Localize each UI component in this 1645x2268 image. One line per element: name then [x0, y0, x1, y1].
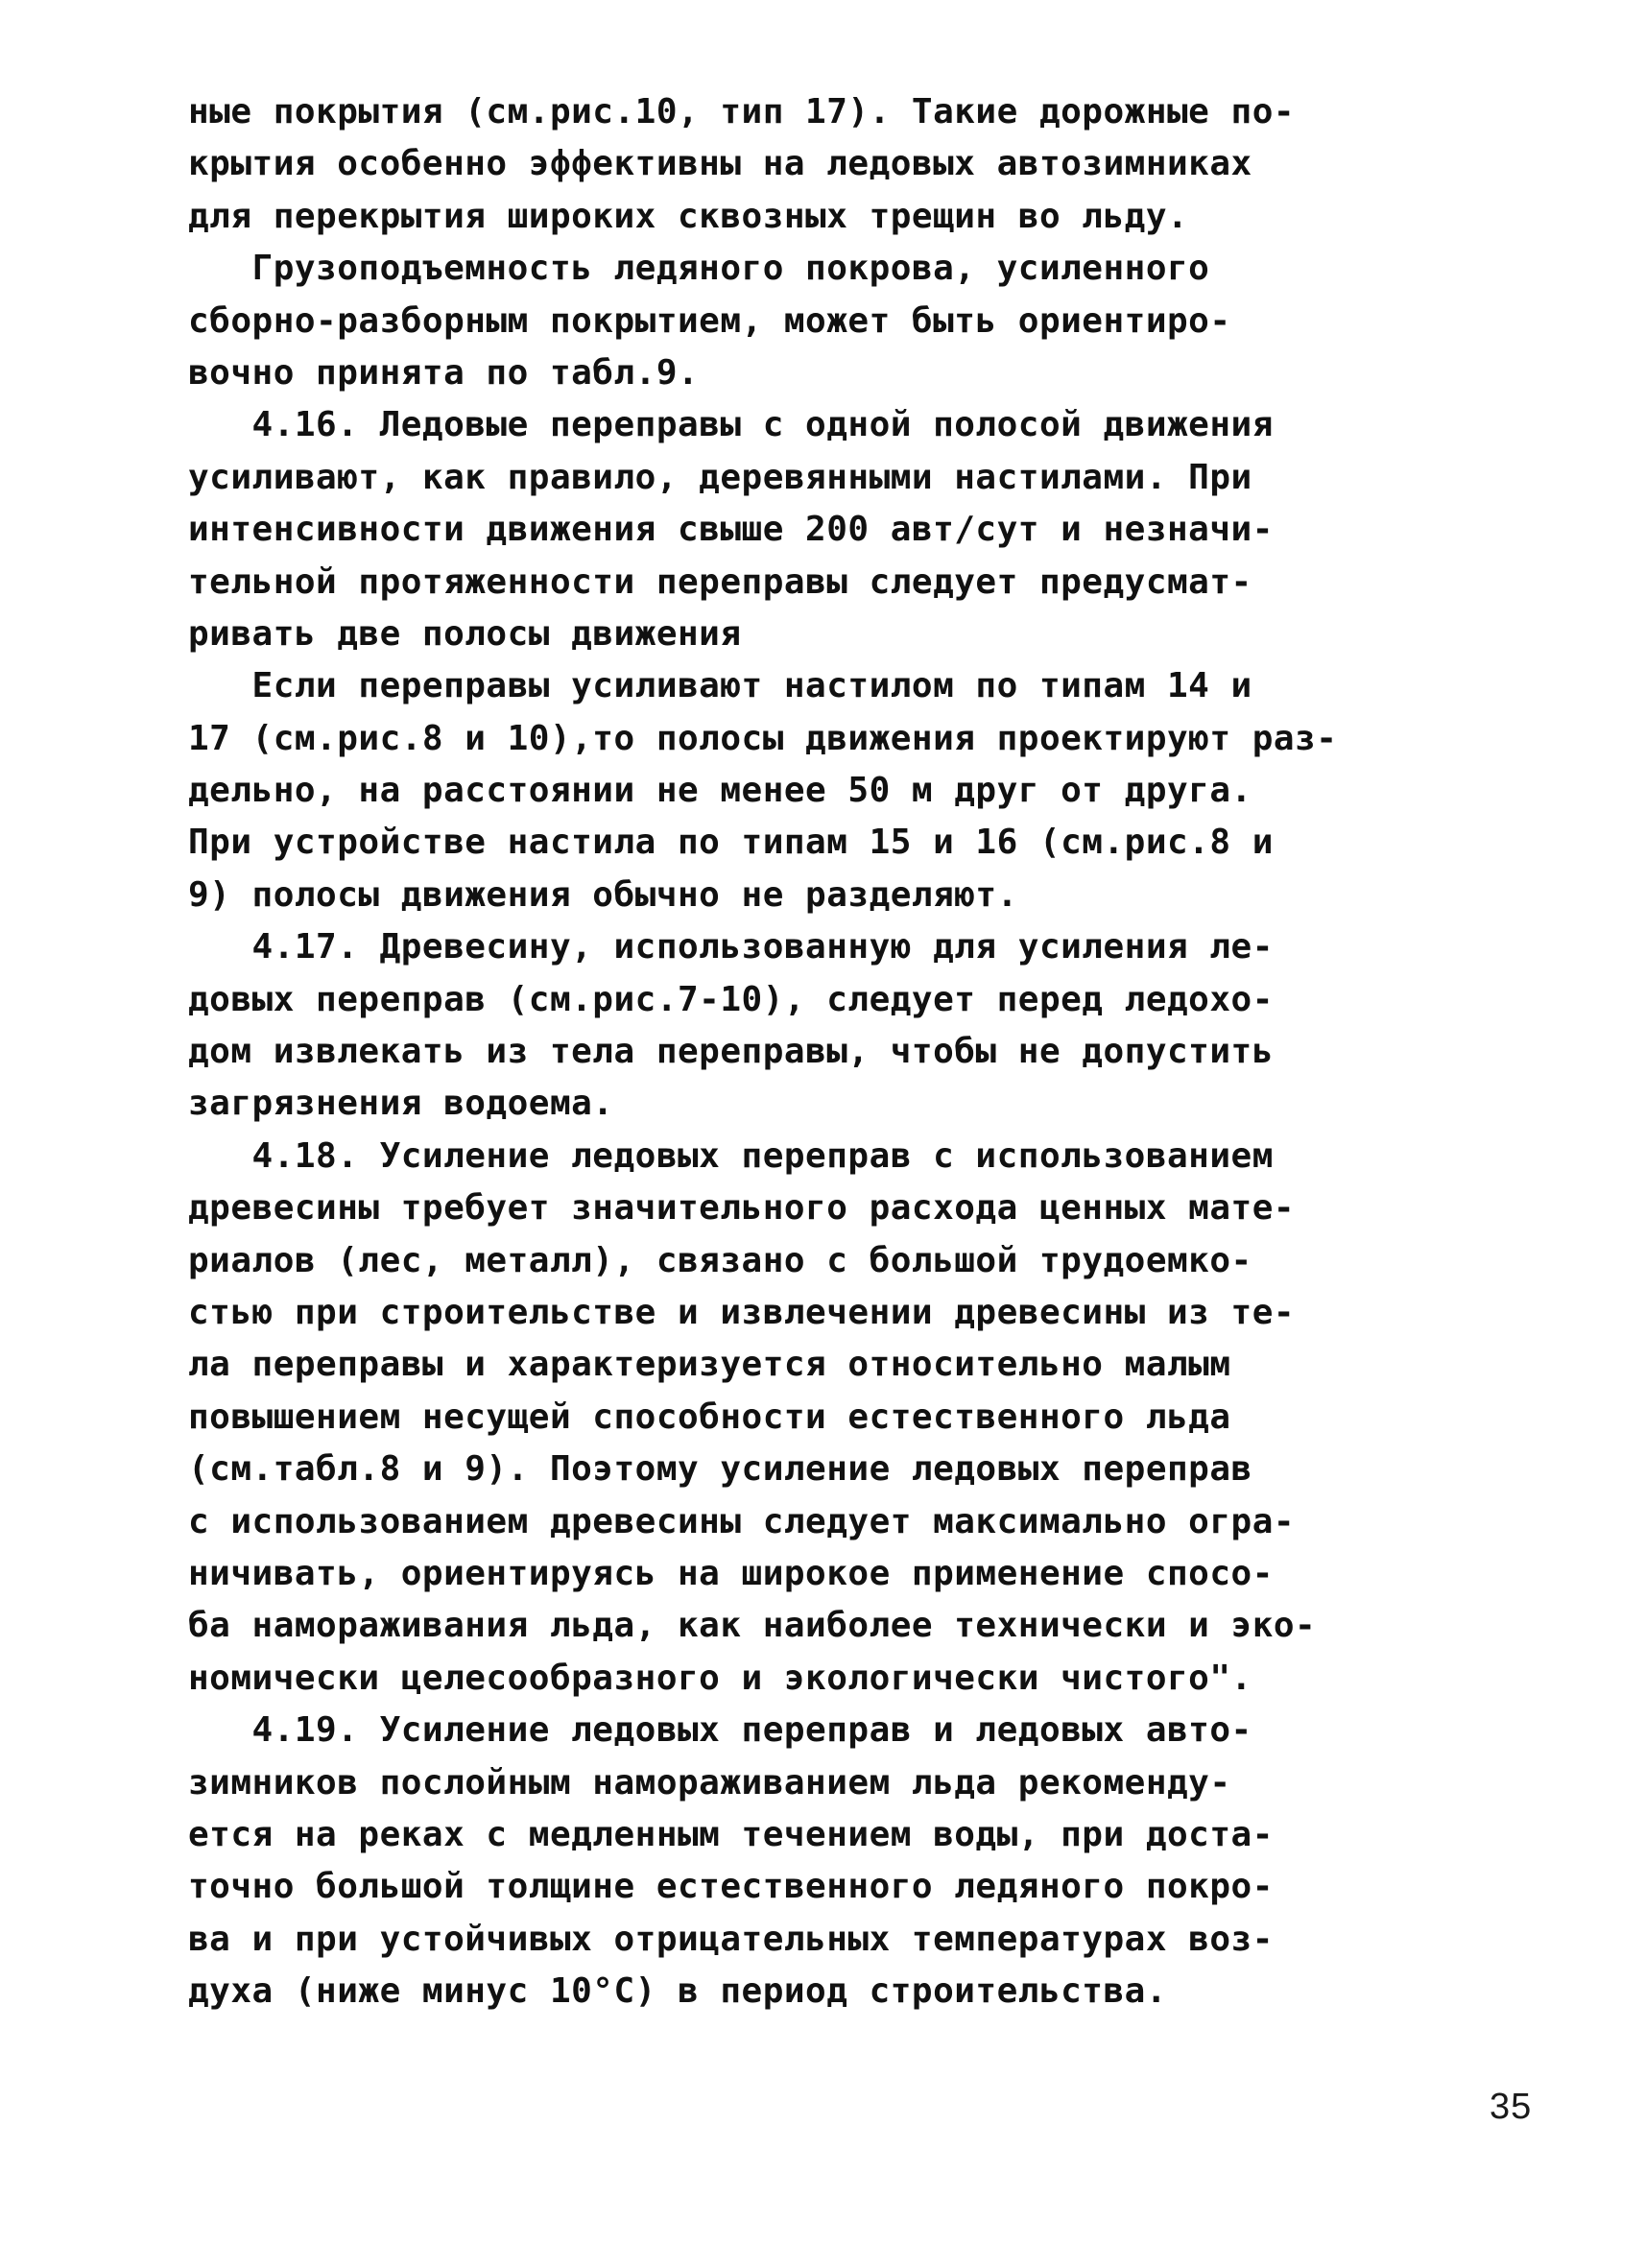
text-line: дельно, на расстоянии не менее 50 м друг от друга.	[188, 771, 1252, 811]
text-line: загрязнения водоема.	[188, 1084, 614, 1124]
page-text-block	[188, 86, 1522, 2017]
text-line: 4.19. Усиление ледовых переправ и ледовых авто-	[188, 1710, 1252, 1751]
text-line: 4.18. Усиление ледовых переправ с использованием	[188, 1135, 1274, 1176]
text-line: 4.16. Ледовые переправы с одной полосой движения	[188, 405, 1274, 445]
text-line: стью при строительстве и извлечении древесины из те-	[188, 1292, 1296, 1332]
text-line: 4.17. Древесину, использованную для усиления ле-	[188, 927, 1274, 967]
text-line: вочно принята по табл.9.	[188, 352, 700, 393]
text-line: ется на реках с медленным течением воды, при доста-	[188, 1814, 1274, 1854]
text-line: ба намораживания льда, как наиболее технически и эко-	[188, 1606, 1317, 1646]
text-line: Грузоподъемность ледяного покрова, усиленного	[188, 249, 1210, 289]
text-line: ва и при устойчивых отрицательных температурах воз-	[188, 1919, 1274, 1959]
text-line: При устройстве настила по типам 15 и 16 (см.рис.8 и	[188, 823, 1274, 863]
text-line: номически целесообразного и экологически чистого".	[188, 1658, 1252, 1698]
text-line: ничивать, ориентируясь на широкое применение спосо-	[188, 1553, 1274, 1593]
text-line: 9) полосы движения обычно не разделяют.	[188, 874, 1018, 915]
text-line: точно большой толщине естественного ледяного покро-	[188, 1867, 1274, 1907]
text-line: 17 (см.рис.8 и 10),то полосы движения проектируют раз-	[188, 718, 1338, 758]
text-line: зимников послойным намораживанием льда рекоменду-	[188, 1762, 1231, 1802]
text-line: интенсивности движения свыше 200 авт/сут и незначи-	[188, 510, 1274, 550]
text-line: ные покрытия (см.рис.10, тип 17). Такие дорожные по-	[188, 92, 1296, 131]
text-line: ривать две полосы движения	[188, 613, 742, 654]
text-line: дом извлекать из тела переправы, чтобы не допустить	[188, 1032, 1274, 1072]
text-line: (см.табл.8 и 9). Поэтому усиление ледовых переправ	[188, 1449, 1252, 1490]
text-line: сборно-разборным покрытием, может быть ориентиро-	[188, 300, 1231, 341]
page-number: 35	[1490, 2087, 1533, 2127]
text-line: для перекрытия широких сквозных трещин во льду.	[188, 196, 1189, 236]
text-line: крытия особенно эффективны на ледовых автозимниках	[188, 144, 1252, 184]
text-line: с использованием древесины следует максимально огра-	[188, 1501, 1296, 1541]
text-line: довых переправ (см.рис.7-10), следует перед ледохо-	[188, 979, 1274, 1019]
text-line: ла переправы и характеризуется относительно малым	[188, 1345, 1231, 1385]
text-line: Если переправы усиливают настилом по типам 14 и	[188, 666, 1252, 706]
text-line: древесины требует значительного расхода ценных мате-	[188, 1188, 1296, 1229]
text-line: повышением несущей способности естественного льда	[188, 1397, 1231, 1437]
text-line: тельной протяженности переправы следует предусмат-	[188, 561, 1252, 602]
text-line: усиливают, как правило, деревянными настилами. При	[188, 457, 1252, 497]
text-line: духа (ниже минус 10°С) в период строительства.	[188, 1971, 1167, 2012]
text-line: риалов (лес, металл), связано с большой трудоемко-	[188, 1240, 1252, 1280]
